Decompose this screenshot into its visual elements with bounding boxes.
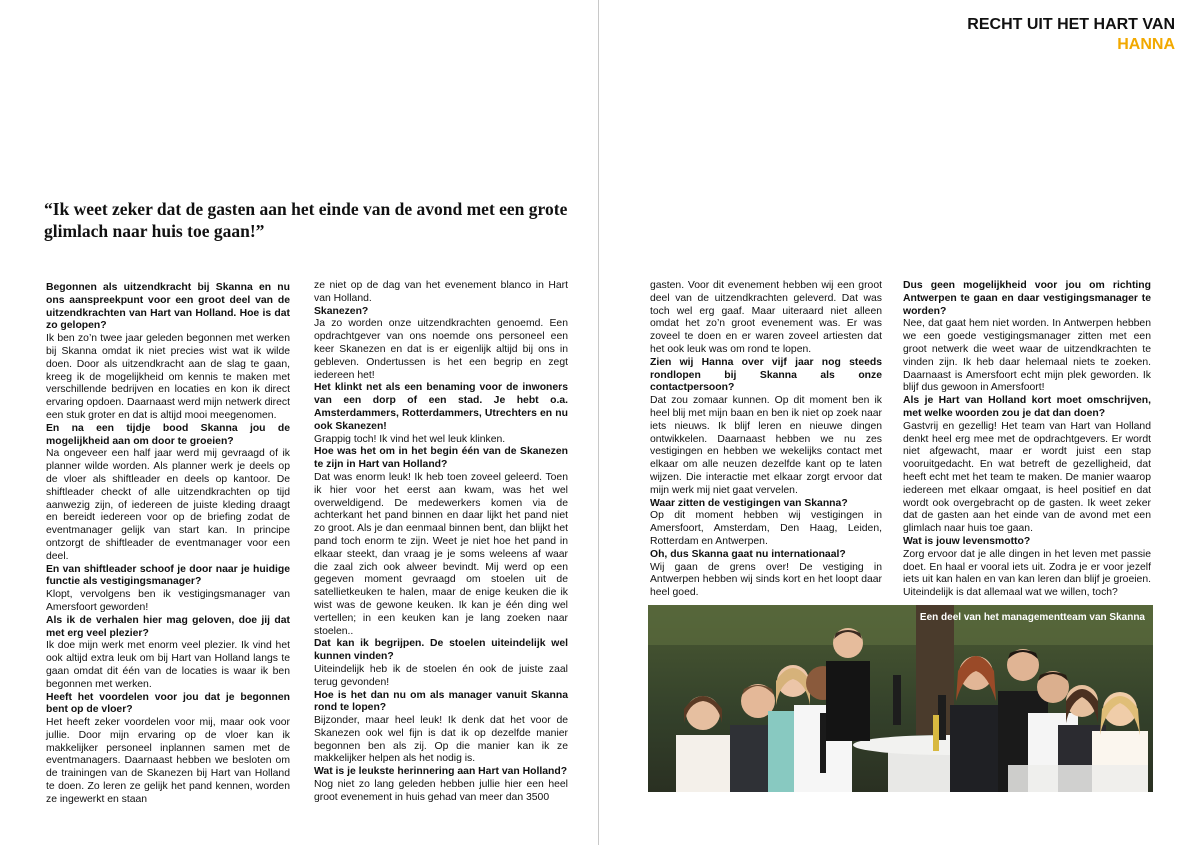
interview-answer: Nog niet zo lang geleden hebben jullie hier een heel groot evenement in huis gehad van meer dan 3500 bbox=[314, 779, 568, 803]
interview-question: Hoe was het om in het begin één van de Skanezen te zijn in Hart van Holland? bbox=[314, 446, 568, 471]
interview-answer: Ja zo worden onze uitzendkrachten genoemd. Een opdrachtgever van ons noemde ons personeel een keer Skanezen en dat is er eigenlijk altijd bij ons in gebleven. Ondertussen is het een begrip en zegt iedereen het! bbox=[314, 318, 568, 381]
interview-answer: Wij gaan de grens over! De vestiging in Antwerpen hebben wij sinds kort en het loopt daar heel goed. bbox=[650, 561, 882, 599]
interview-question: Zien wij Hanna over vijf jaar nog steeds rondlopen bij Skanna als onze contactpersoon? bbox=[650, 356, 882, 394]
interview-question: Het klinkt net als een benaming voor de inwoners van een dorp of een stad. Je hebt o.a. Amsterdammers, Rotterdammers, Utrechters en nu ook Skanezen! bbox=[314, 382, 568, 432]
article-column-4 bbox=[903, 280, 1151, 600]
header-title-name: HANNA bbox=[1117, 36, 1175, 53]
team-photo bbox=[648, 605, 1153, 792]
interview-answer: Uiteindelijk heb ik de stoelen én ook de juiste zaal terug gevonden! bbox=[314, 663, 568, 688]
interview-answer: Het heeft zeker voordelen voor mij, maar ook voor jullie. Door mijn ervaring op de vloer kan ik makkelijker personeel inplannen samen met de eventmanagers. Daarnaast hebben we besloten om de trainingen van de Skanezen bij Hart van Holland te doen. Zo leren ze gelijk het pand kennen, worden ze ingewerkt en staan bbox=[46, 717, 290, 805]
interview-answer: Ik ben zo’n twee jaar geleden begonnen met werken bij Skanna omdat ik niet precies wist wat ik wilde doen. Door als uitzendkracht aan de slag te gaan, kreeg ik de mogelijkheid om kennis te maken met verschillende bedrijven en locaties en kon ik direct ervaring opdoen. Daarnaast werd mijn netwerk direct een stuk groter en dat is altijd mooi meegenomen. bbox=[46, 333, 290, 421]
interview-question: Heeft het voordelen voor jou dat je begonnen bent op de vloer? bbox=[46, 691, 290, 716]
interview-answer: Ik doe mijn werk met enorm veel plezier. Ik vind het ook altijd extra leuk om bij Hart van Holland langs te gaan omdat dit één van de locaties is waar ik ben begonnen met werken. bbox=[46, 640, 290, 690]
photo-caption: Een deel van het managementteam van Skanna bbox=[919, 612, 1145, 623]
team-photo-image bbox=[648, 605, 1153, 792]
interview-answer: Gastvrij en gezellig! Het team van Hart van Holland denkt heel erg mee met de opdrachtgevers. Er wordt niet afgewacht, maar er wordt juist een stap vooruitgedacht. En wat betreft de gezelligheid, dat heeft echt met het team te maken. De manier waarop iedereen met elkaar omgaat, is heel positief en dat wordt ook overgebracht op de gasten. Ik weet zeker dat de gasten aan het einde van de avond met een glimlach naar huis toe gaan. bbox=[903, 420, 1151, 535]
interview-answer: Grappig toch! Ik vind het wel leuk klinken. bbox=[314, 433, 506, 445]
pull-quote: “Ik weet zeker dat de gasten aan het einde van de avond met een grote glimlach naar huis toe gaan!” bbox=[44, 199, 568, 241]
interview-question: Hoe is het dan nu om als manager vanuit Skanna rond te lopen? bbox=[314, 689, 568, 714]
interview-question: Dus geen mogelijkheid voor jou om richting Antwerpen te gaan en daar vestigingsmanager te worden? bbox=[903, 280, 1151, 317]
interview-answer: Bijzonder, maar heel leuk! Ik denk dat het voor de Skanezen ook wel fijn is dat ik op dezelfde manier begonnen ben als zij. Op die manier kan ik ze makkelijker helpen als het nodig is. bbox=[314, 715, 568, 765]
interview-answer: ze niet op de dag van het evenement blanco in Hart van Holland. bbox=[314, 280, 568, 304]
interview-answer: gasten. Voor dit evenement hebben wij een groot deel van de uitzendkrachten geleverd. Dat was toch wel erg gaaf. Maar uiteraard niet alleen omdat het zo’n groot evenement was. Er was zoveel te doen en er waren zoveel artiesten dat het ook leuk was om rond te lopen. bbox=[650, 280, 882, 355]
interview-answer: Dat was enorm leuk! Ik heb toen zoveel geleerd. Toen ik hier voor het eerst aan kwam, was het wel overweldigend. De medewerkers komen via de achterkant het pand binnen en daar lijkt het pand niet zo groot. Als je dan eenmaal binnen bent, dan blijkt het pand toch enorm te zijn. Weet je niet hoe het pand in elkaar steekt, dan vraag je je soms weleens af waar die zaal zich ook alweer bevindt. Mij werd op een gegeven moment gevraagd om stoelen uit de satellietkeuken te halen, maar de enige keuken die ik wist was de gewone keuken. Ik kan je één ding wel vertellen; in een keuken kan je lang zoeken naar stoelen.. bbox=[314, 471, 568, 637]
interview-question: Als ik de verhalen hier mag geloven, doe jij dat met erg veel plezier? bbox=[46, 614, 290, 639]
interview-question: Oh, dus Skanna gaat nu internationaal? bbox=[650, 548, 846, 560]
interview-question: Begonnen als uitzendkracht bij Skanna en nu ons aanspreekpunt voor een groot deel van de uitzendkrachten van Hart van Holland. Hoe is dat zo gelopen? bbox=[46, 282, 290, 332]
interview-answer: Op dit moment hebben wij vestigingen in Amersfoort, Amsterdam, Den Haag, Leiden, Rotterdam en Antwerpen. bbox=[650, 510, 882, 547]
interview-question: Als je Hart van Holland kort moet omschrijven, met welke woorden zou je dat dan doen? bbox=[903, 395, 1151, 419]
article-column-3 bbox=[650, 280, 882, 600]
page-divider bbox=[598, 0, 599, 845]
interview-question: En van shiftleader schoof je door naar je huidige functie als vestigingsmanager? bbox=[46, 563, 290, 588]
article-column-1 bbox=[46, 282, 290, 807]
interview-question: En na een tijdje bood Skanna jou de mogelijkheid aan om door te groeien? bbox=[46, 422, 290, 447]
interview-answer: Nee, dat gaat hem niet worden. In Antwerpen hebben we een goede vestigingsmanager zitten met een groot netwerk die weet waar de uitzendkrachten te vinden zijn. Ik heb daar helemaal niets te zoeken. Daarnaast is Amersfoort echt mijn plek geworden. Ik blijf dus gewoon in Amersfoort! bbox=[903, 318, 1151, 394]
interview-answer: Na ongeveer een half jaar werd mij gevraagd of ik planner wilde worden. Als planner werk je deels op de vloer als shiftleader en deels op kantoor. De shiftleader checkt of alle uitzendkrachten op tijd aanwezig zijn, of iedereen de juiste kleding draagt en bereidt iedereen voor op de briefing zodat de eventmanager gelijk van start kan. In principe ontzorgt de shiftleader de eventmanager voor een deel. bbox=[46, 448, 290, 562]
header-title bbox=[967, 15, 1175, 55]
header-title-line1: RECHT UIT HET HART VAN bbox=[967, 16, 1175, 33]
interview-answer: Dat zou zomaar kunnen. Op dit moment ben ik heel blij met mijn baan en ben ik niet op zoek naar iets nieuws. Ik blijf leren en nieuwe dingen ontwikkelen. Daarnaast hebben we nu zes vestigingen en hebben we wekelijks contact met elkaar om alle neuzen dezelfde kant op te laten wijzen. Die interactie met elkaar zorgt ervoor dat mijn werk mij niet gaat vervelen. bbox=[650, 395, 882, 496]
interview-answer: Klopt, vervolgens ben ik vestigingsmanager van Amersfoort geworden! bbox=[46, 589, 290, 613]
interview-question: Wat is jouw levensmotto? bbox=[903, 535, 1031, 547]
interview-answer: Zorg ervoor dat je alle dingen in het leven met passie doet. En haal er vooral iets uit. Zodra je er voor jezelf iets uit kan halen en van kan leren dan blijf je groeien. Uiteindelijk is dat allemaal wat we willen, toch? bbox=[903, 548, 1151, 599]
interview-question: Wat is je leukste herinnering aan Hart van Holland? bbox=[314, 766, 568, 778]
article-column-2 bbox=[314, 280, 568, 805]
interview-question: Waar zitten de vestigingen van Skanna? bbox=[650, 497, 848, 509]
interview-question: Skanezen? bbox=[314, 305, 369, 317]
interview-question: Dat kan ik begrijpen. De stoelen uiteindelijk wel kunnen vinden? bbox=[314, 638, 568, 663]
